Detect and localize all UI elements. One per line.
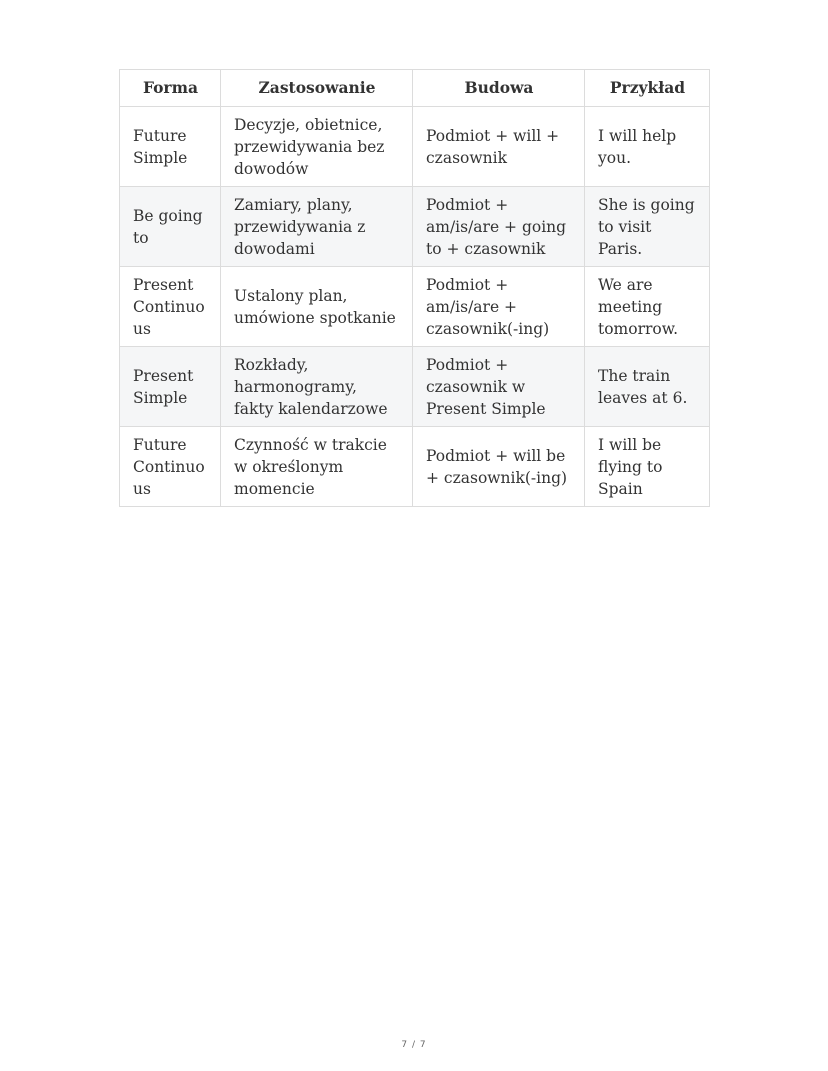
table-header xyxy=(120,70,710,107)
cell-budowa: Podmiot + will + czasownik xyxy=(413,107,585,187)
cell-budowa: Podmiot + am/is/are + going to + czasownik xyxy=(413,187,585,267)
header-przyklad: Przykład xyxy=(585,70,710,107)
header-forma: Forma xyxy=(120,70,221,107)
cell-zastosowanie: Ustalony plan, umówione spotkanie xyxy=(221,267,413,347)
table-row xyxy=(120,267,710,347)
cell-budowa: Podmiot + am/is/are + czasownik(-ing) xyxy=(413,267,585,347)
table-row xyxy=(120,427,710,507)
cell-forma: Present Continuo us xyxy=(120,267,221,347)
cell-zastosowanie: Rozkłady, harmonogramy, fakty kalendarzowe xyxy=(221,347,413,427)
table-body xyxy=(120,107,710,507)
table-row xyxy=(120,107,710,187)
cell-forma: Present Simple xyxy=(120,347,221,427)
cell-zastosowanie: Zamiary, plany, przewidywania z dowodami xyxy=(221,187,413,267)
cell-forma: Future Simple xyxy=(120,107,221,187)
table-row xyxy=(120,347,710,427)
cell-przyklad: I will help you. xyxy=(585,107,710,187)
cell-przyklad: The train leaves at 6. xyxy=(585,347,710,427)
header-budowa: Budowa xyxy=(413,70,585,107)
cell-zastosowanie: Decyzje, obietnice, przewidywania bez dowodów xyxy=(221,107,413,187)
page-number: 7 / 7 xyxy=(401,1040,427,1050)
cell-budowa: Podmiot + czasownik w Present Simple xyxy=(413,347,585,427)
cell-przyklad: We are meeting tomorrow. xyxy=(585,267,710,347)
table-header-row xyxy=(120,70,710,107)
cell-zastosowanie: Czynność w trakcie w określonym momencie xyxy=(221,427,413,507)
table-row xyxy=(120,187,710,267)
header-zastosowanie: Zastosowanie xyxy=(221,70,413,107)
cell-budowa: Podmiot + will be + czasownik(-ing) xyxy=(413,427,585,507)
cell-przyklad: I will be flying to Spain xyxy=(585,427,710,507)
cell-forma: Be going to xyxy=(120,187,221,267)
future-tenses-table xyxy=(119,69,710,507)
cell-forma: Future Continuo us xyxy=(120,427,221,507)
cell-przyklad: She is going to visit Paris. xyxy=(585,187,710,267)
